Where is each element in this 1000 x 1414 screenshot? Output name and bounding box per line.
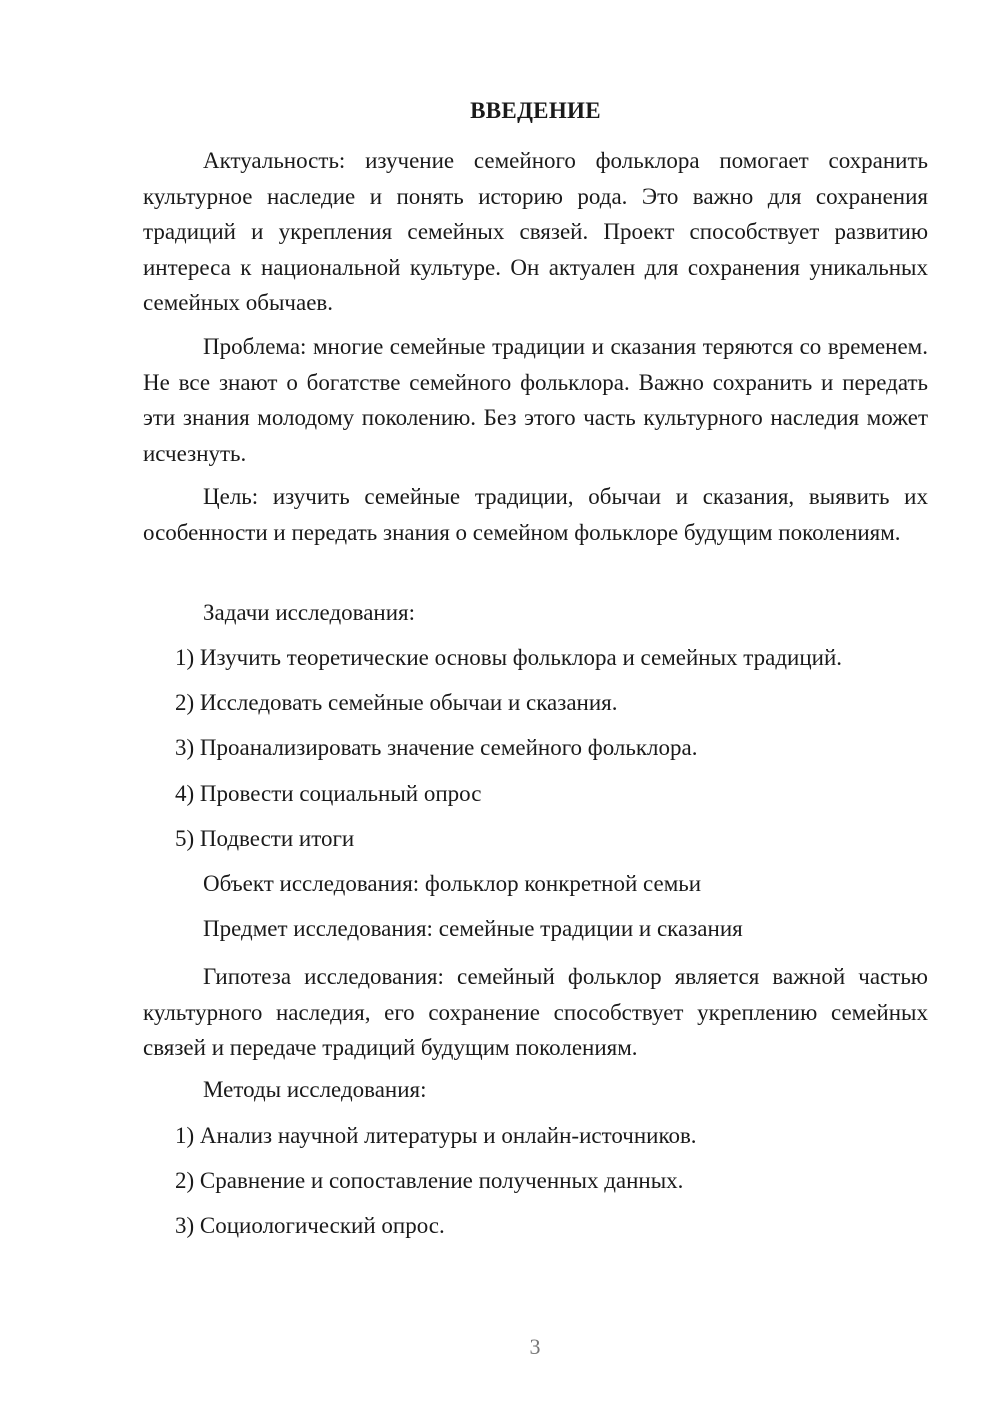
research-subject: Предмет исследования: семейные традиции и сказания [203,916,743,941]
task-item: 3) Проанализировать значение семейного фольклора. [175,735,698,760]
task-item: 1) Изучить теоретические основы фольклора и семейных традиций. [175,645,843,670]
hypothesis-text: Гипотеза исследования: семейный фольклор является важной частью культурного наследия, его сохранение способствует укреплению семейных связей и передаче традиций будущим поколениям. [143,964,928,1060]
section-title: ВВЕДЕНИЕ [470,98,601,123]
task-item: 5) Подвести итоги [175,826,355,851]
task-item: 2) Исследовать семейные обычаи и сказания. [175,690,618,715]
methods-heading: Методы исследования: [203,1077,427,1102]
page-number: 3 [529,1334,541,1359]
relevance-text: Актуальность: изучение семейного фольклора помогает сохранить культурное наследие и понять историю рода. Это важно для сохранения традиций и укрепления семейных связей. Проект способствует развитию интереса к национальной культуре. Он актуален для сохранения уникальных семейных обычаев. [143,148,928,315]
problem-text: Проблема: многие семейные традиции и сказания теряются со временем. Не все знают о богатстве семейного фольклора. Важно сохранить и передать эти знания молодому поколению. Без этого часть культурного наследия может исчезнуть. [143,334,928,466]
goal-text: Цель: изучить семейные традиции, обычаи и сказания, выявить их особенности и передать знания о семейном фольклоре будущим поколениям. [143,484,928,545]
task-item: 4) Провести социальный опрос [175,781,482,806]
method-item: 2) Сравнение и сопоставление полученных данных. [175,1168,684,1193]
method-item: 1) Анализ научной литературы и онлайн-источников. [175,1123,697,1148]
relevance-paragraph [143,143,928,321]
hypothesis-paragraph [143,959,928,1066]
problem-paragraph [143,329,928,471]
method-item: 3) Социологический опрос. [175,1213,445,1238]
research-object: Объект исследования: фольклор конкретной семьи [203,871,702,896]
goal-paragraph [143,479,928,550]
tasks-heading: Задачи исследования: [203,600,416,625]
